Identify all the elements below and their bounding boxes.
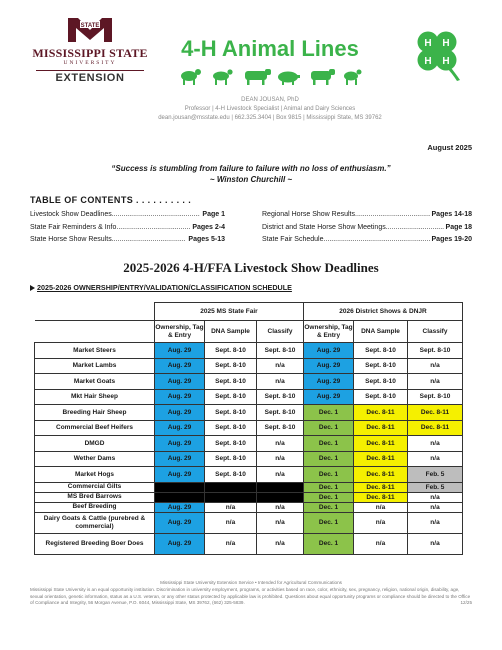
- row-label: Dairy Goats & Cattle (purebred & commercial): [35, 512, 155, 533]
- table-cell: Sept. 8-10: [205, 405, 257, 421]
- table-cell: Sept. 8-10: [205, 436, 257, 452]
- row-label: Market Hogs: [35, 467, 155, 483]
- triangle-bullet-icon: [30, 285, 35, 291]
- table-cell: Sept. 8-10: [205, 343, 257, 359]
- table-row: [35, 374, 463, 390]
- row-label: Commercial Gilts: [35, 482, 155, 492]
- footer: [30, 580, 472, 607]
- row-label: Market Goats: [35, 374, 155, 390]
- schedule-table-body: [35, 343, 463, 555]
- footer-disclaimer: Mississippi State University is an equal opportunity institution. Discrimination in university employment, programs, or activities based on race, color, ethnicity, sex, pregnancy, religion, national origin, disability, age, sexual orientation, genetic information, status as a U.S. veteran, or any other status protected by applicable law is prohibited. Questions about equal opportunity programs or compliance should be directed to the Office of Compliance and Integrity, 56 Morgan Avenue, P.O. 6044, Mississippi State, MS 39762, (662) 325-5839.: [30, 587, 471, 606]
- table-cell: Sept. 8-10: [205, 451, 257, 467]
- toc-entry-label: Regional Horse Show Results: [262, 211, 355, 218]
- table-cell: n/a: [257, 533, 304, 554]
- table-cell: n/a: [354, 502, 408, 512]
- table-cell: n/a: [205, 512, 257, 533]
- table-row: [35, 482, 463, 492]
- deadline-schedule-table: [34, 302, 463, 555]
- toc-entry[interactable]: [30, 209, 225, 222]
- table-cell: Dec. 8-11: [354, 482, 408, 492]
- table-cell: n/a: [408, 502, 463, 512]
- column-header: Ownership, Tag & Entry: [155, 321, 205, 343]
- table-cell: Sept. 8-10: [205, 374, 257, 390]
- table-row: [35, 533, 463, 554]
- row-label: Market Lambs: [35, 358, 155, 374]
- msu-name: MISSISSIPPI STATE: [32, 46, 148, 60]
- newsletter-title: 4-H Animal Lines: [181, 36, 359, 61]
- toc-entry[interactable]: [262, 222, 472, 235]
- table-cell: Dec. 8-11: [408, 420, 463, 436]
- table-cell: Sept. 8-10: [257, 389, 304, 405]
- table-cell: n/a: [257, 451, 304, 467]
- row-label: Mkt Hair Sheep: [35, 389, 155, 405]
- table-cell: Aug. 29: [155, 420, 205, 436]
- table-cell: n/a: [257, 467, 304, 483]
- table-row: [35, 358, 463, 374]
- table-cell: n/a: [257, 358, 304, 374]
- table-cell: Aug. 29: [155, 374, 205, 390]
- toc-entry-page: Pages 5-13: [188, 236, 225, 243]
- table-cell: Sept. 8-10: [257, 343, 304, 359]
- toc-entry[interactable]: [30, 222, 225, 235]
- section-title: 2025-2026 4-H/FFA Livestock Show Deadlines: [123, 260, 379, 275]
- table-cell: [155, 492, 205, 502]
- table-cell: Sept. 8-10: [205, 467, 257, 483]
- toc-left-column: [30, 209, 225, 247]
- toc-entry-page: Page 18: [445, 223, 472, 231]
- toc-right-column: [262, 209, 472, 247]
- msu-extension-logo: [30, 16, 150, 86]
- table-row: [35, 389, 463, 405]
- table-cell: Aug. 29: [155, 533, 205, 554]
- row-label: DMGD: [35, 436, 155, 452]
- table-cell: Dec. 8-11: [354, 405, 408, 421]
- quote-text: “Success is stumbling from failure to failure with no loss of enthusiasm.”: [111, 164, 391, 173]
- svg-text:H: H: [424, 56, 432, 67]
- table-cell: Feb. 5: [408, 482, 463, 492]
- svg-text:H: H: [442, 38, 450, 49]
- contact-name: DEAN JOUSAN, PhD: [241, 97, 299, 103]
- column-header: Classify: [408, 321, 463, 343]
- table-cell: n/a: [205, 533, 257, 554]
- table-row: [35, 451, 463, 467]
- table-cell: n/a: [205, 502, 257, 512]
- table-cell: Dec. 1: [304, 533, 354, 554]
- row-label: Registered Breeding Boer Does: [35, 533, 155, 554]
- table-row: [35, 420, 463, 436]
- row-label: Wether Dams: [35, 451, 155, 467]
- table-row: [35, 436, 463, 452]
- table-cell: Aug. 29: [304, 358, 354, 374]
- footer-credit: Mississippi State University Extension Service • Intended for Agricultural Communications: [160, 580, 342, 585]
- table-cell: n/a: [408, 358, 463, 374]
- table-cell: n/a: [257, 512, 304, 533]
- table-cell: [257, 482, 304, 492]
- msu-m-mark-icon: [66, 16, 114, 42]
- table-row: [35, 405, 463, 421]
- table-cell: Dec. 1: [304, 492, 354, 502]
- row-label: Market Steers: [35, 343, 155, 359]
- toc-entry-label: District and State Horse Show Meetings: [262, 223, 386, 231]
- table-cell: Aug. 29: [155, 467, 205, 483]
- table-cell: Dec. 8-11: [354, 492, 408, 502]
- msu-mark-text: STATE: [80, 23, 100, 29]
- contact-info: dean.jousan@msstate.edu | 662.325.3404 | Box 9815 | Mississippi State, MS 39762: [158, 115, 382, 121]
- issue-date: August 2025: [427, 143, 472, 152]
- table-cell: Sept. 8-10: [205, 358, 257, 374]
- svg-text:H: H: [442, 56, 450, 67]
- column-header: Ownership, Tag & Entry: [304, 321, 354, 343]
- 4h-clover-logo-icon: [408, 24, 466, 82]
- table-cell: [205, 482, 257, 492]
- table-cell: Sept. 8-10: [257, 420, 304, 436]
- state-fair-group-header: 2025 MS State Fair: [155, 303, 304, 321]
- table-row: [35, 502, 463, 512]
- msu-extension: EXTENSION: [36, 70, 144, 84]
- table-cell: Aug. 29: [155, 343, 205, 359]
- toc-entry[interactable]: [30, 234, 225, 247]
- svg-text:H: H: [424, 38, 432, 49]
- row-label: Commercial Beef Heifers: [35, 420, 155, 436]
- table-cell: Dec. 1: [304, 467, 354, 483]
- table-cell: Aug. 29: [155, 389, 205, 405]
- table-cell: Feb. 5: [408, 467, 463, 483]
- row-label: Beef Breeding: [35, 502, 155, 512]
- toc-heading: TABLE OF CONTENTS . . . . . . . . . .: [30, 195, 192, 205]
- column-header: Classify: [257, 321, 304, 343]
- table-cell: Aug. 29: [155, 512, 205, 533]
- contact-role: Professor | 4-H Livestock Specialist | Animal and Dairy Sciences: [184, 106, 356, 112]
- district-shows-group-header: 2026 District Shows & DNJR: [304, 303, 463, 321]
- toc-entry-page: Page 1: [202, 211, 225, 218]
- table-cell: Aug. 29: [155, 405, 205, 421]
- table-cell: n/a: [257, 374, 304, 390]
- table-cell: Aug. 29: [155, 502, 205, 512]
- toc-entry-label: Livestock Show Deadlines: [30, 211, 112, 218]
- schedule-heading-text: 2025-2026 OWNERSHIP/ENTRY/VALIDATION/CLASSIFICATION SCHEDULE: [37, 283, 292, 292]
- table-row: [35, 492, 463, 502]
- schedule-heading: [30, 283, 292, 292]
- quote-author: ~ Winston Churchill ~: [209, 175, 293, 184]
- table-cell: Dec. 1: [304, 502, 354, 512]
- table-cell: n/a: [257, 436, 304, 452]
- toc-entry[interactable]: [262, 234, 472, 247]
- toc-entry-label: State Horse Show Results: [30, 236, 112, 243]
- table-cell: [155, 482, 205, 492]
- toc-entry-page: Pages 14-18: [431, 211, 472, 218]
- msu-university: UNIVERSITY: [63, 60, 117, 66]
- table-cell: n/a: [354, 512, 408, 533]
- table-cell: Dec. 1: [304, 436, 354, 452]
- table-cell: Dec. 1: [304, 420, 354, 436]
- table-cell: Dec. 1: [304, 512, 354, 533]
- toc-entry-page: Pages 2-4: [192, 223, 225, 231]
- toc-entry-label: State Fair Schedule: [262, 236, 324, 243]
- table-cell: Sept. 8-10: [354, 358, 408, 374]
- table-cell: Aug. 29: [155, 358, 205, 374]
- table-cell: n/a: [257, 502, 304, 512]
- table-cell: Dec. 8-11: [354, 467, 408, 483]
- table-cell: Sept. 8-10: [354, 343, 408, 359]
- table-cell: Aug. 29: [155, 436, 205, 452]
- column-header: DNA Sample: [354, 321, 408, 343]
- table-cell: n/a: [354, 533, 408, 554]
- table-cell: [205, 492, 257, 502]
- row-label: MS Bred Barrows: [35, 492, 155, 502]
- table-cell: Sept. 8-10: [408, 389, 463, 405]
- table-cell: n/a: [408, 492, 463, 502]
- toc-entry-label: State Fair Reminders & Info: [30, 223, 117, 231]
- table-cell: n/a: [408, 451, 463, 467]
- row-label: Breeding Hair Sheep: [35, 405, 155, 421]
- table-cell: Sept. 8-10: [354, 374, 408, 390]
- table-cell: Sept. 8-10: [354, 389, 408, 405]
- toc-entry[interactable]: [262, 209, 472, 222]
- table-cell: Aug. 29: [304, 374, 354, 390]
- table-cell: Sept. 8-10: [408, 343, 463, 359]
- contact-block: [120, 96, 420, 123]
- table-cell: n/a: [408, 374, 463, 390]
- table-cell: Dec. 8-11: [354, 420, 408, 436]
- table-cell: n/a: [408, 533, 463, 554]
- table-cell: Dec. 1: [304, 405, 354, 421]
- table-cell: n/a: [408, 512, 463, 533]
- table-cell: Aug. 29: [304, 389, 354, 405]
- table-cell: Dec. 8-11: [354, 436, 408, 452]
- table-cell: Dec. 1: [304, 482, 354, 492]
- table-cell: Aug. 29: [155, 451, 205, 467]
- table-cell: Sept. 8-10: [205, 420, 257, 436]
- table-cell: Dec. 8-11: [408, 405, 463, 421]
- toc-entry-page: Pages 19-20: [431, 236, 472, 243]
- livestock-silhouettes-icon: [175, 66, 365, 86]
- table-cell: n/a: [408, 436, 463, 452]
- table-cell: Dec. 1: [304, 451, 354, 467]
- table-cell: Aug. 29: [304, 343, 354, 359]
- footer-reference: 12/25: [460, 600, 472, 606]
- table-row: [35, 467, 463, 483]
- quote-block: [80, 163, 422, 185]
- table-cell: Sept. 8-10: [257, 405, 304, 421]
- table-cell: Sept. 8-10: [205, 389, 257, 405]
- table-cell: [257, 492, 304, 502]
- column-header: DNA Sample: [205, 321, 257, 343]
- table-cell: Dec. 8-11: [354, 451, 408, 467]
- table-row: [35, 512, 463, 533]
- table-row: [35, 343, 463, 359]
